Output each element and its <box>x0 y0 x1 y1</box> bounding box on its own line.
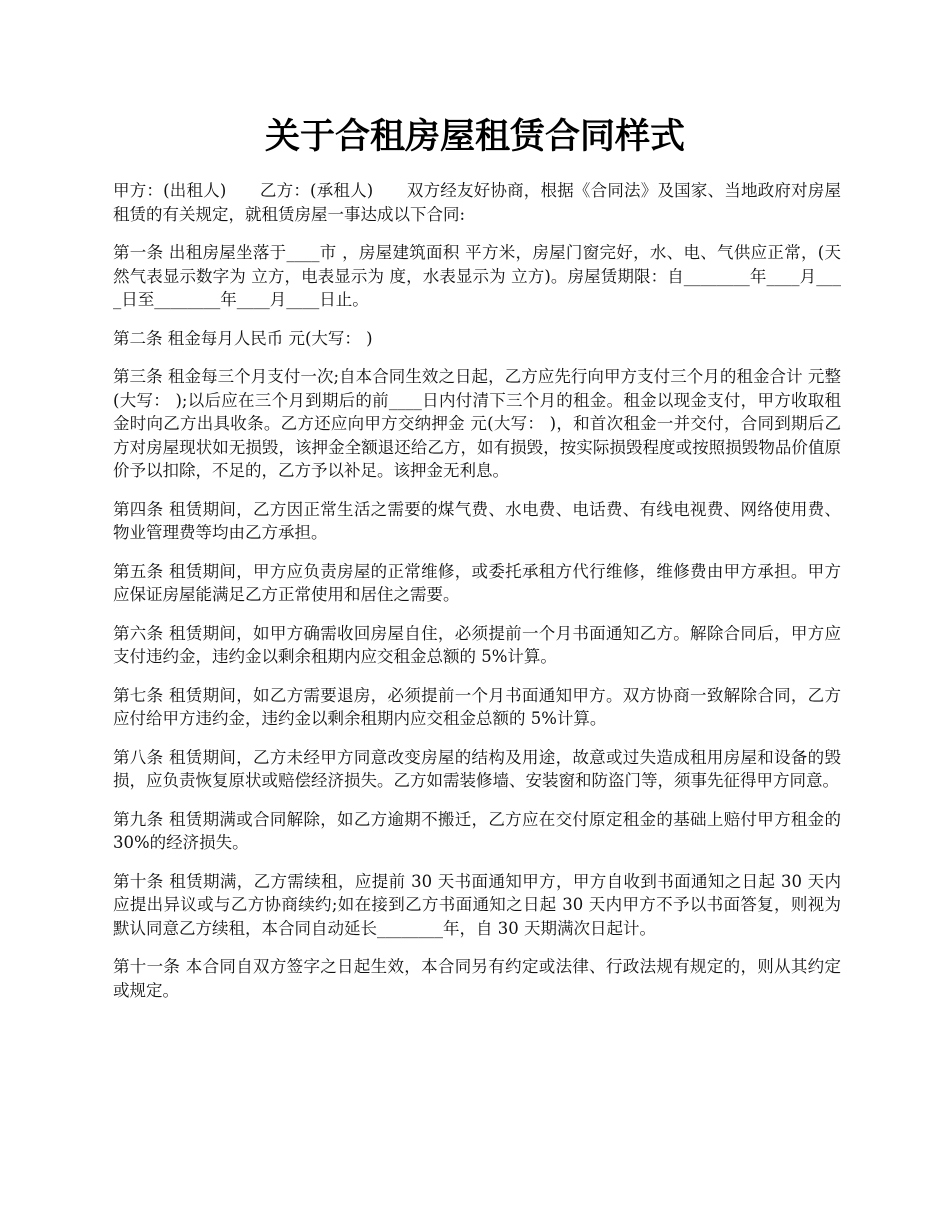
paragraph-article-10: 第十条 租赁期满，乙方需续租，应提前 30 天书面通知甲方，甲方自收到书面通知之日起 30 天内应提出异议或与乙方协商续约;如在接到乙方书面通知之日起 30 天内甲方不予以书面答复，则视为默认同意乙方续租，本合同自动延长________年，自 30 天期满次日起计。 <box>113 871 841 938</box>
paragraph-article-3: 第三条 租金每三个月支付一次;自本合同生效之日起，乙方应先行向甲方支付三个月的租金合计 元整(大写： );以后应在三个月到期后的前____日内付清下三个月的租金。租金以现金支付，甲方收取租金时向乙方出具收条。乙方还应向甲方交纳押金 元(大写： )，和首次租金一并交付，合同到期后乙方对房屋现状如无损毁，该押金全额退还给乙方，如有损毁，按实际损毁程度或按照损毁物品价值原价予以扣除，不足的，乙方予以补足。该押金无利息。 <box>113 367 841 480</box>
paragraph-article-5: 第五条 租赁期间，甲方应负责房屋的正常维修，或委托承租方代行维修，维修费由甲方承担。甲方应保证房屋能满足乙方正常使用和居住之需要。 <box>113 561 841 604</box>
paragraph-parties: 甲方：(出租人) 乙方：(承租人) 双方经友好协商，根据《合同法》及国家、当地政府对房屋租赁的有关规定，就租赁房屋一事达成以下合同: <box>113 181 841 224</box>
paragraph-article-9: 第九条 租赁期满或合同解除，如乙方逾期不搬迁，乙方应在交付原定租金的基础上赔付甲方租金的 30%的经济损失。 <box>113 809 841 852</box>
paragraph-article-4: 第四条 租赁期间，乙方因正常生活之需要的煤气费、水电费、电话费、有线电视费、网络使用费、物业管理费等均由乙方承担。 <box>113 499 841 542</box>
paragraph-article-6: 第六条 租赁期间，如甲方确需收回房屋自住，必须提前一个月书面通知乙方。解除合同后，甲方应支付违约金，违约金以剩余租期内应交租金总额的 5%计算。 <box>113 623 841 666</box>
paragraph-article-1: 第一条 出租房屋坐落于____市 ，房屋建筑面积 平方米，房屋门窗完好，水、电、气供应正常，(天然气表显示数字为 立方，电表显示为 度，水表显示为 立方)。房屋赁期限：自________年____月____日至________年____月____日止。 <box>113 243 841 309</box>
paragraph-article-8: 第八条 租赁期间，乙方未经甲方同意改变房屋的结构及用途，故意或过失造成租用房屋和设备的毁损，应负责恢复原状或赔偿经济损失。乙方如需装修墙、安装窗和防盗门等，须事先征得甲方同意。 <box>113 747 841 790</box>
paragraph-article-11: 第十一条 本合同自双方签字之日起生效，本合同另有约定或法律、行政法规有规定的，则从其约定或规定。 <box>113 957 841 1000</box>
paragraph-article-2: 第二条 租金每月人民币 元(大写： ) <box>113 328 373 348</box>
paragraph-article-7: 第七条 租赁期间，如乙方需要退房，必须提前一个月书面通知甲方。双方协商一致解除合同，乙方应付给甲方违约金，违约金以剩余租期内应交租金总额的 5%计算。 <box>113 685 841 728</box>
document-title: 关于合租房屋租赁合同样式 <box>264 117 685 157</box>
document-body <box>113 179 841 1017</box>
